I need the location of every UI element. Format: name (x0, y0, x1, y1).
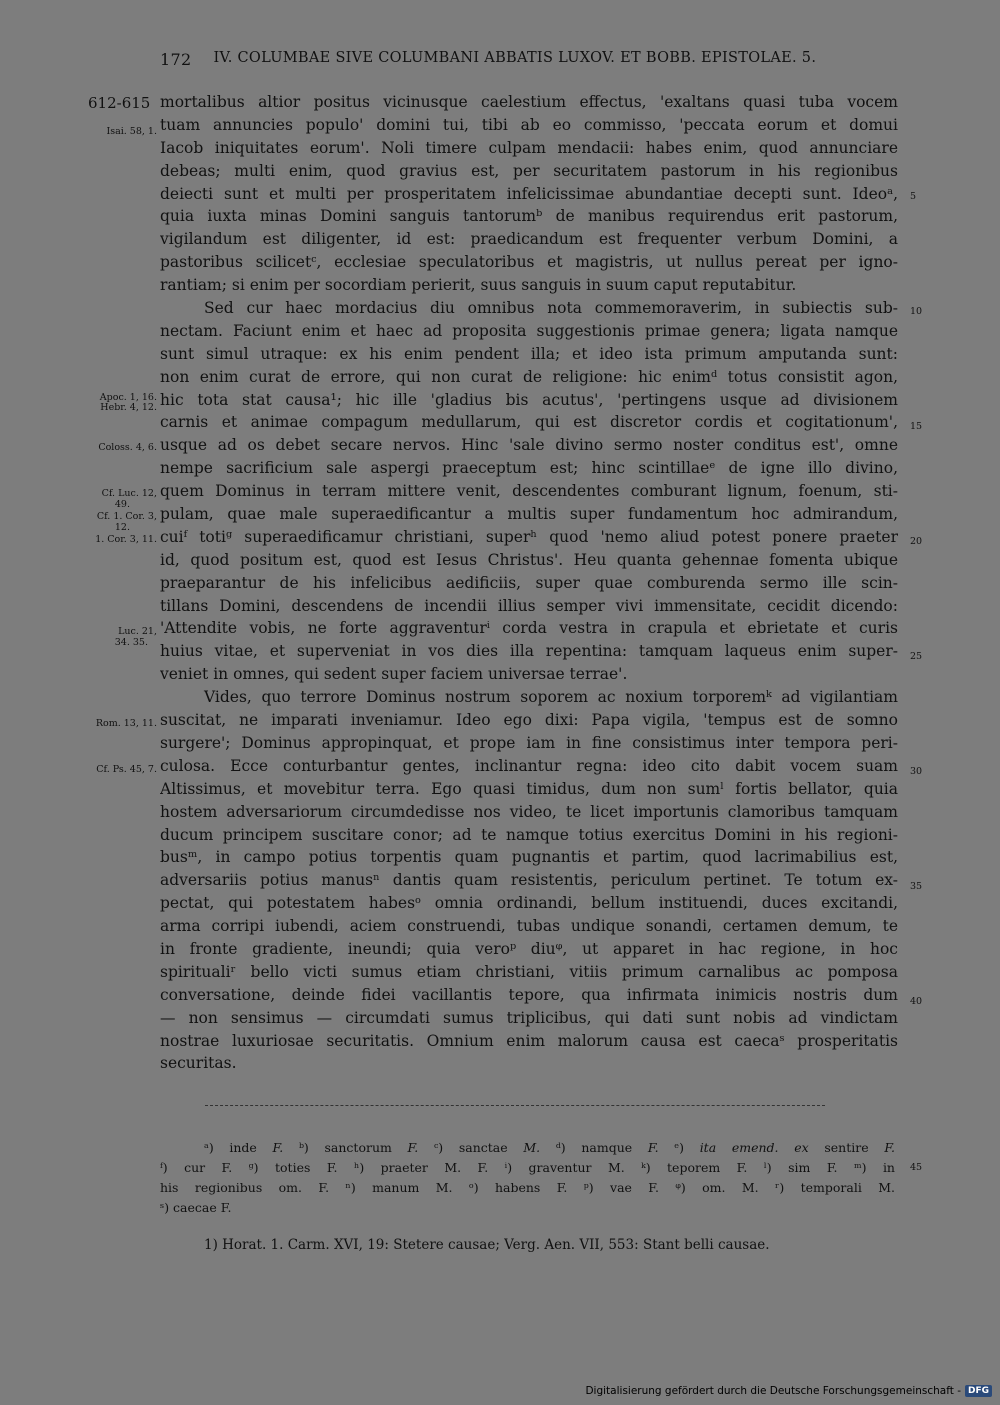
marginal-ref: Cf. Luc. 12, (101, 488, 157, 499)
marginal-ref: Apoc. 1, 16. (99, 392, 157, 403)
text-line: Sed cur haec mordacius diu omnibus nota commemoraverim, in subiectis sub- (204, 299, 898, 318)
text-line: pectat, qui potestatem habesᵒ omnia ordinandi, bellum instituendi, duces excitandi, (160, 894, 898, 913)
marginal-ref: 12. (114, 522, 130, 533)
marginal-ref: Cf. 1. Cor. 3, (96, 511, 157, 522)
footnote-variant: ᵉ) (674, 1140, 700, 1155)
line-number: 25 (910, 651, 923, 662)
marginal-ref: Luc. 21, (118, 626, 157, 637)
footnote-variant: sentire (808, 1140, 885, 1155)
text-line: veniet in omnes, qui sedent super faciem universae terrae'. (160, 665, 628, 684)
text-line: arma corripi iubendi, aciem construendi, tubas undique sonandi, certamen demum, te (160, 917, 898, 936)
text-line: — non sensimus — circumdati sumus triplicibus, qui dati sunt nobis ad vindictam (160, 1008, 898, 1027)
line-number: 20 (910, 536, 923, 547)
footnote-variant: ᵈ) namque (555, 1140, 648, 1155)
text-line: in fronte gradiente, ineundi; quia veroᵖ diuᵠ, ut apparet in hac regione, in hoc (160, 939, 898, 958)
marginal-ref: Coloss. 4, 6. (98, 442, 157, 453)
footnote-separator (205, 1105, 825, 1106)
marginal-ref: Isai. 58, 1. (106, 126, 157, 137)
footnote-line: ˢ) caecae F. (160, 1200, 232, 1215)
footer-text: Digitalisierung gefördert durch die Deutsche Forschungsgemeinschaft - (585, 1385, 961, 1397)
text-line: Altissimus, et movebitur terra. Ego quasi timidus, dum non sumˡ fortis bellator, quia (160, 779, 898, 798)
marginal-ref: Rom. 13, 11. (95, 718, 157, 729)
footnote-variant: ᶜ) sanctae (433, 1140, 524, 1155)
text-line: nostrae luxuriosae securitatis. Omnium enim malorum causa est caecaˢ prosperitatis (160, 1031, 898, 1050)
text-line: vigilandum est diligenter, id est: praedicandum est frequenter verbum Domini, a (160, 230, 898, 249)
text-line: carnis et animae compagum medullarum, qui est discretor cordis et cogitationum', (160, 413, 898, 432)
text-line: pastoribus scilicetᶜ, ecclesiae speculatoribus et magistris, ut nullus pereat per igno- (160, 253, 898, 272)
marginal-ref: 1. Cor. 3, 11. (95, 534, 157, 545)
text-line: debeas; multi enim, quod gravius est, per securitatem pastorum in his regionibus (160, 161, 898, 180)
line-number: 10 (910, 306, 923, 317)
running-header (160, 50, 900, 69)
main-text (160, 91, 898, 1075)
footnote-siglum: ita emend. ex (699, 1140, 809, 1155)
text-line: pulam, quae male superaedificantur a multis super fundamentum hoc admirandum, (160, 505, 898, 524)
line-number: 15 (910, 421, 923, 432)
text-line: id, quod positum est, quod est Iesus Christus'. Heu quanta gehennae fomenta ubique (160, 550, 898, 569)
marginal-ref: Hebr. 4, 12. (100, 402, 157, 413)
text-line: suscitat, ne imparati inveniamur. Ideo ego dixi: Papa vigila, 'tempus est de somno (160, 711, 898, 730)
marginal-ref: 49. (114, 499, 130, 510)
footnote-line: his regionibus om. F. ⁿ) manum M. ᵒ) habens F. ᵖ) vae F. ᵠ) om. M. ʳ) temporali M. (160, 1180, 895, 1195)
text-line: non enim curat de errore, qui non curat de religione: hic enimᵈ totus consistit agon, (160, 367, 898, 386)
text-line: hic tota stat causa¹; hic ille 'gladius bis acutus', 'pertingens usque ad divisionem (160, 390, 898, 409)
footnote-siglum: F. (884, 1140, 896, 1155)
footnote-siglum: F. (647, 1140, 659, 1155)
footnote-variant: ᵃ) inde (204, 1140, 273, 1155)
text-line: tuam annuncies populo' domini tui, tibi ab eo commisso, 'peccata eorum et domui (160, 115, 898, 134)
text-line: sunt simul utraque: ex his enim pendent illa; et ideo ista primum amputanda sunt: (160, 344, 898, 363)
text-line: culosa. Ecce conturbantur gentes, inclinantur regna: ideo cito dabit vocem suam (160, 756, 898, 775)
text-line: adversariis potius manusⁿ dantis quam resistentis, periculum pertinet. Te totum ex- (160, 871, 898, 890)
footnote-siglum: F. (407, 1140, 419, 1155)
footnote-variant: ᵇ) sanctorum (298, 1140, 408, 1155)
marginal-ref: 34. 35. (114, 637, 148, 648)
text-line: praeparantur de his infelicibus aedificiis, super quae comburenda sermo ille scin- (160, 573, 898, 592)
text-line: spiritualiʳ bello victi sumus etiam christiani, vitiis primum carnalibus ac pomposa (160, 962, 898, 981)
text-line: rantiam; si enim per socordiam perierit, suus sanguis in suum caput reputabitur. (160, 276, 797, 295)
footnote-line (160, 1138, 895, 1158)
text-line: hostem adversariorum circumdedisse nos video, te licet importunis clamoribus tamquam (160, 802, 898, 821)
line-number: 30 (910, 766, 923, 777)
footnote-siglum: M. (523, 1140, 541, 1155)
line-number: 5 (910, 191, 917, 202)
text-line: conversatione, deinde fidei vacillantis tepore, qua infirmata inimicis nostris dum (160, 985, 898, 1004)
text-line: 'Attendite vobis, ne forte aggraventurⁱ corda vestra in crapula et ebrietate et curis (160, 619, 898, 638)
marginal-ref: Cf. Ps. 45, 7. (96, 764, 157, 775)
text-line: huius vitae, et superveniat in vos dies illa repentina: tamquam laqueus enim super- (160, 642, 898, 661)
footnote-line: ᶠ) cur F. ᵍ) toties F. ʰ) praeter M. F. ⁱ) graventur M. ᵏ) teporem F. ˡ) sim F. ᵐ) in (160, 1160, 895, 1175)
running-title: IV. COLUMBAE SIVE COLUMBANI ABBATIS LUXOV. ET BOBB. EPISTOLAE. 5. (213, 50, 817, 66)
text-line: quem Dominus in terram mittere venit, descendentes comburant lignum, foenum, sti- (160, 482, 898, 501)
footnote-siglum: F. (272, 1140, 284, 1155)
footnote-citation: 1) Horat. 1. Carm. XVI, 19: Stetere causae; Verg. Aen. VII, 553: Stant belli causae. (204, 1237, 770, 1253)
text-line: cuiᶠ totiᵍ superaedificamur christiani, superʰ quod 'nemo aliud potest ponere praeter (160, 527, 898, 546)
text-line: mortalibus altior positus vicinusque caelestium effectus, 'exaltans quasi tuba vocem (160, 93, 898, 111)
text-line: ducum principem suscitare conor; ad te namque totius exercitus Domini in his regioni- (160, 825, 898, 844)
text-line: Vides, quo terrore Dominus nostrum soporem ac noxium torporemᵏ ad vigilantiam (204, 688, 898, 707)
text-line: tillans Domini, descendens de incendii illius semper vivi immensitate, cecidit dicendo: (160, 596, 898, 615)
text-line: nempe sacrificium sale aspergi praeceptum est; hinc scintillaeᵉ de igne illo divino, (160, 459, 898, 478)
line-number: 35 (910, 881, 923, 892)
page-number: 172 (160, 50, 192, 69)
dfg-logo: DFG (965, 1385, 992, 1397)
text-line: quia iuxta minas Domini sanguis tantorumᵇ de manibus requirendus erit pastorum, (160, 207, 898, 226)
line-number: 40 (910, 996, 923, 1007)
footer-credit (585, 1385, 992, 1397)
text-line: securitas. (160, 1054, 237, 1073)
text-line: nectam. Faciunt enim et haec ad proposita suggestionis primae genera; ligata namque (160, 321, 898, 340)
text-line: surgere'; Dominus appropinquat, et prope iam in fine consistimus inter tempora peri- (160, 733, 898, 752)
text-line: usque ad os debet secare nervos. Hinc 'sale divino sermo noster conditus est', omne (160, 436, 898, 455)
line-number: 45 (910, 1162, 923, 1173)
date-range: 612-615 (88, 94, 151, 112)
text-line: Iacob iniquitates eorum'. Noli timere culpam mendacii: habes enim, quod annunciare (160, 138, 898, 157)
text-line: busᵐ, in campo potius torpentis quam pugnantis et partim, quod lacrimabilius est, (160, 848, 898, 867)
text-line: deiecti sunt et multi per prosperitatem infelicissimae abundantiae decepti sunt. Ideoᵃ, (160, 184, 898, 203)
